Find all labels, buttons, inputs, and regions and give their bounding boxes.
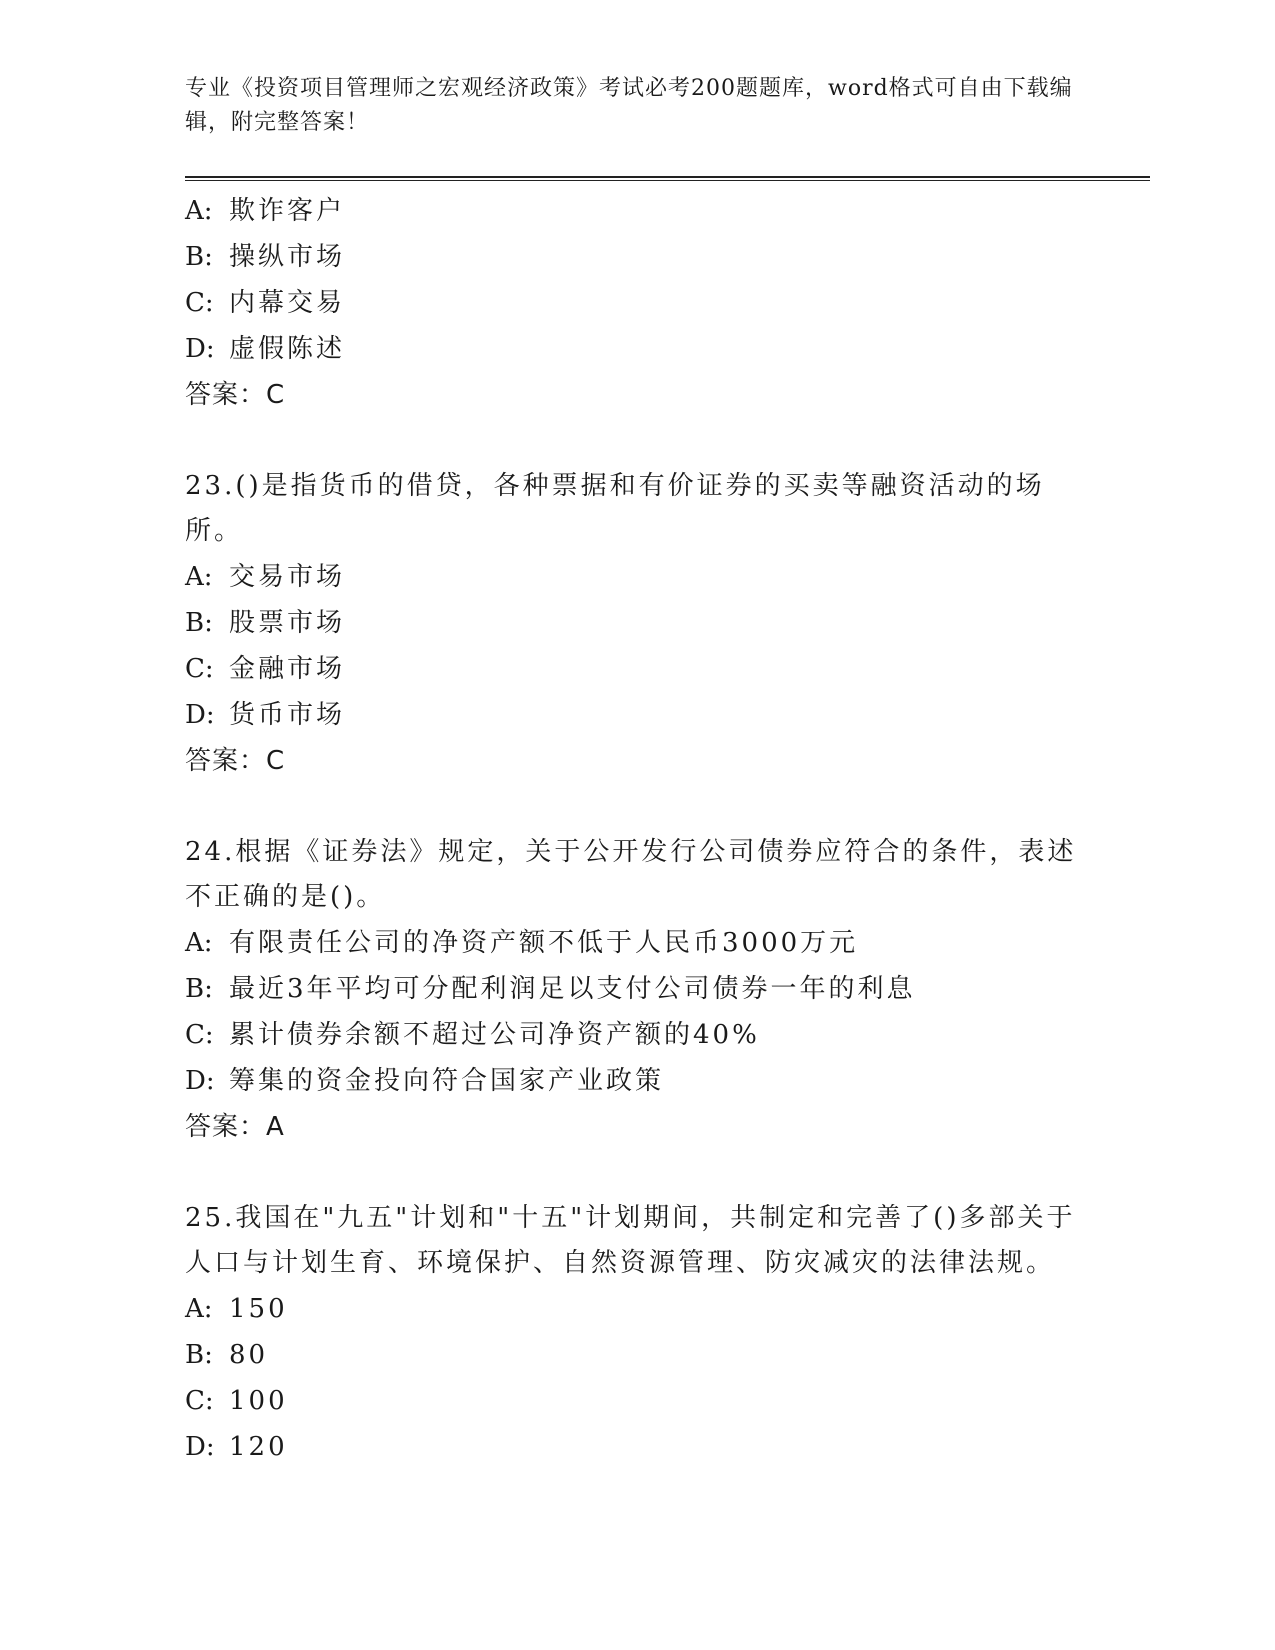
question-stem: 24.根据《证券法》规定，关于公开发行公司债券应符合的条件，表述不正确的是()。 xyxy=(185,837,1077,912)
option-a xyxy=(185,188,1085,234)
option-text: 80 xyxy=(229,1340,269,1370)
option-text: 100 xyxy=(229,1386,288,1416)
option-d xyxy=(185,326,1085,372)
option-a xyxy=(185,1286,1085,1332)
option-b xyxy=(185,234,1085,280)
option-letter: D: xyxy=(185,700,215,730)
option-letter: C: xyxy=(185,654,214,684)
spacer xyxy=(185,418,1085,464)
option-text: 累计债券余额不超过公司净资产额的40% xyxy=(229,1020,760,1050)
option-letter: A: xyxy=(185,196,213,226)
question-block xyxy=(185,464,1085,784)
option-text: 货币市场 xyxy=(229,700,346,730)
option-letter: A: xyxy=(185,1294,213,1324)
spacer xyxy=(185,784,1085,830)
question-list xyxy=(185,188,1085,1470)
option-text: 欺诈客户 xyxy=(229,196,346,226)
option-text: 最近3年平均可分配利润足以支付公司债券一年的利息 xyxy=(229,974,916,1004)
spacer xyxy=(185,1150,1085,1196)
option-b xyxy=(185,966,1085,1012)
option-letter: D: xyxy=(185,334,215,364)
option-letter: C: xyxy=(185,1386,214,1416)
option-text: 操纵市场 xyxy=(229,242,346,272)
option-letter: B: xyxy=(185,1340,213,1370)
option-a xyxy=(185,920,1085,966)
question-stem: 23.()是指货币的借贷，各种票据和有价证券的买卖等融资活动的场所。 xyxy=(185,471,1045,546)
option-c xyxy=(185,1012,1085,1058)
option-d xyxy=(185,692,1085,738)
answer-line: 答案：A xyxy=(185,1112,285,1142)
question-block xyxy=(185,830,1085,1150)
question-block xyxy=(185,188,1085,418)
option-d xyxy=(185,1058,1085,1104)
option-a xyxy=(185,554,1085,600)
option-letter: A: xyxy=(185,928,213,958)
option-letter: B: xyxy=(185,242,213,272)
option-letter: C: xyxy=(185,288,214,318)
answer-line: 答案：C xyxy=(185,380,286,410)
option-text: 虚假陈述 xyxy=(229,334,346,364)
option-text: 股票市场 xyxy=(229,608,346,638)
question-stem: 25.我国在"九五"计划和"十五"计划期间，共制定和完善了()多部关于人口与计划生育、环境保护、自然资源管理、防灾减灾的法律法规。 xyxy=(185,1203,1076,1278)
option-letter: C: xyxy=(185,1020,214,1050)
option-text: 150 xyxy=(229,1294,288,1324)
question-block xyxy=(185,1196,1085,1470)
option-c xyxy=(185,646,1085,692)
header-divider xyxy=(185,176,1150,181)
option-text: 120 xyxy=(229,1432,288,1462)
option-c xyxy=(185,280,1085,326)
document-header: 专业《投资项目管理师之宏观经济政策》考试必考200题题库，word格式可自由下载编辑，附完整答案！ xyxy=(185,76,1073,135)
answer-line: 答案：C xyxy=(185,746,286,776)
option-letter: D: xyxy=(185,1432,215,1462)
option-text: 金融市场 xyxy=(229,654,346,684)
option-text: 有限责任公司的净资产额不低于人民币3000万元 xyxy=(229,928,859,958)
option-b xyxy=(185,600,1085,646)
option-letter: B: xyxy=(185,974,213,1004)
option-c xyxy=(185,1378,1085,1424)
option-b xyxy=(185,1332,1085,1378)
option-d xyxy=(185,1424,1085,1470)
option-letter: D: xyxy=(185,1066,215,1096)
option-text: 筹集的资金投向符合国家产业政策 xyxy=(229,1066,665,1096)
option-text: 交易市场 xyxy=(229,562,346,592)
option-letter: A: xyxy=(185,562,213,592)
option-letter: B: xyxy=(185,608,213,638)
option-text: 内幕交易 xyxy=(229,288,346,318)
